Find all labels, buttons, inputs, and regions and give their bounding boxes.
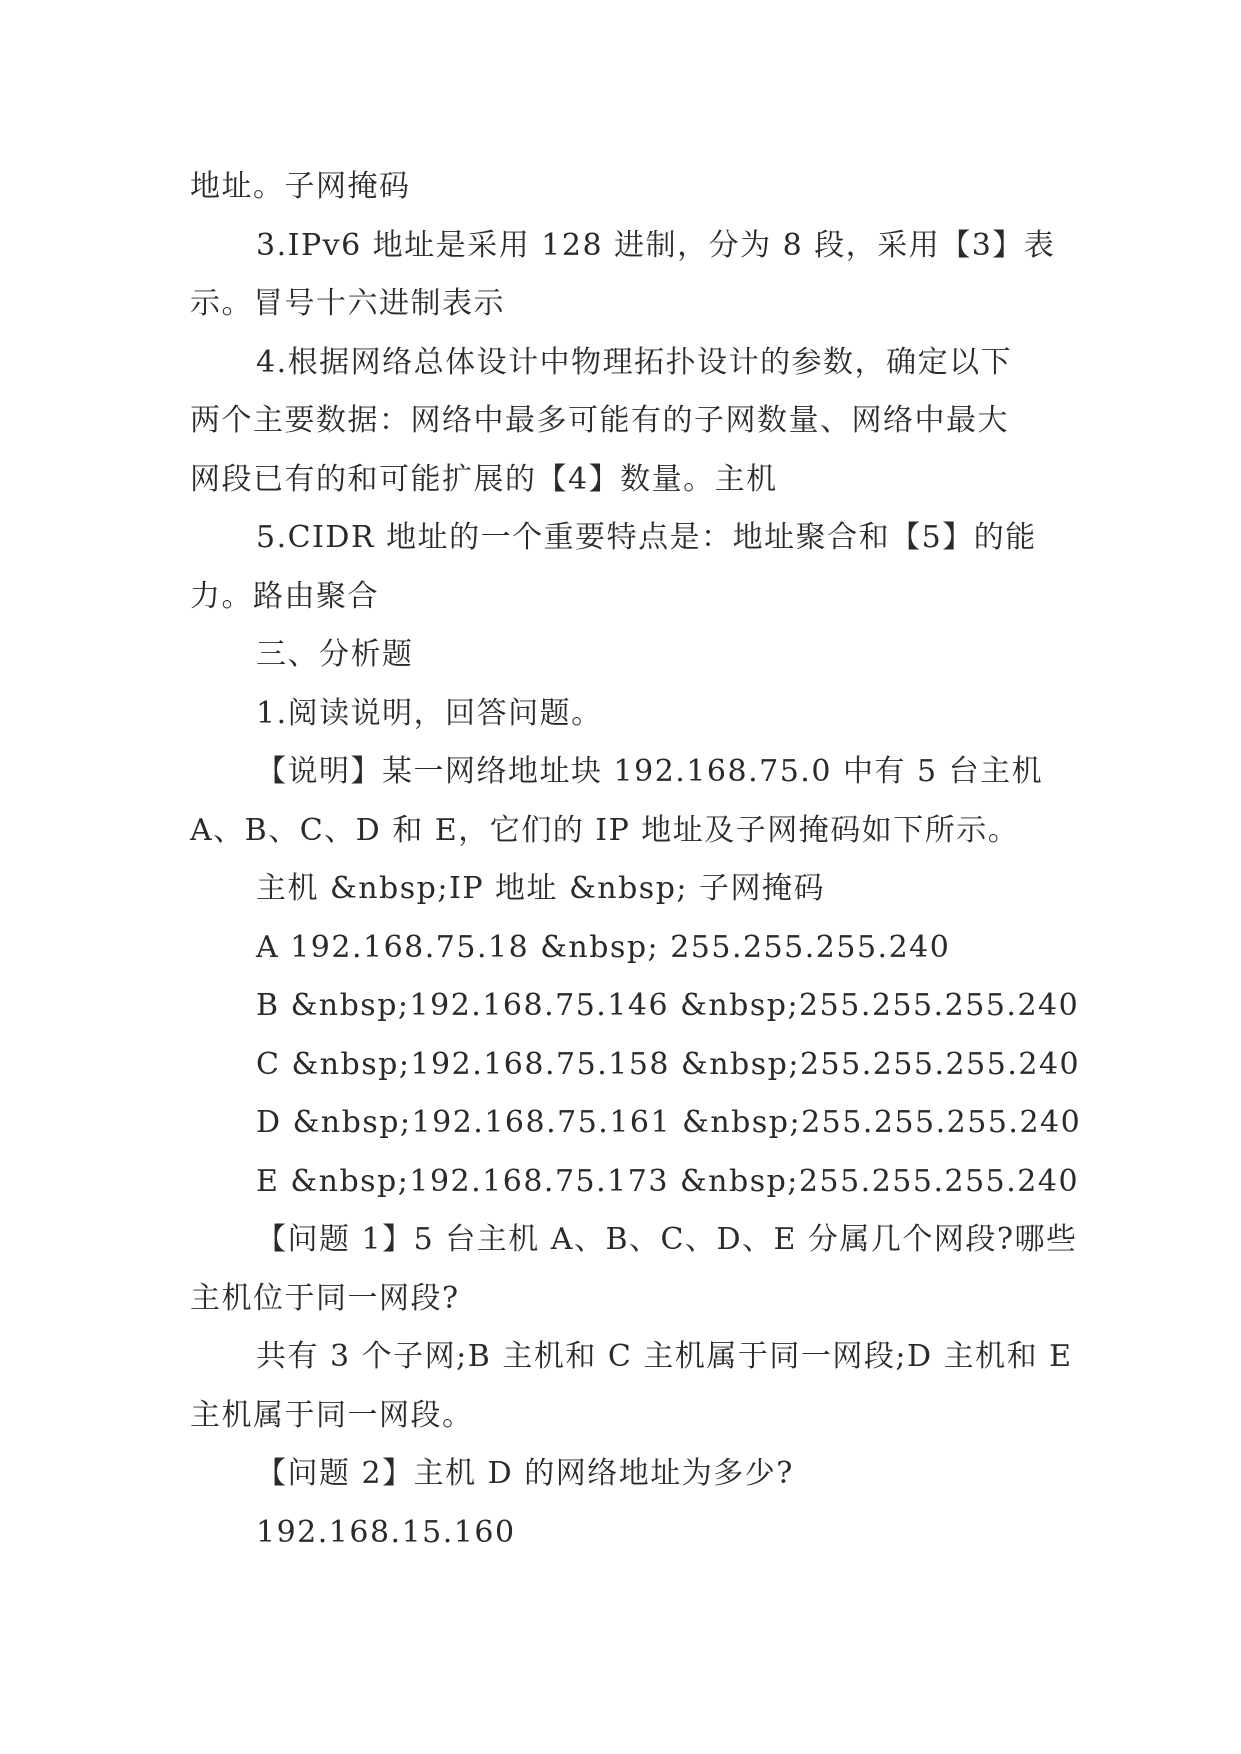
text-line: A、B、C、D 和 E，它们的 IP 地址及子网掩码如下所示。	[190, 812, 1020, 848]
text-line: 4.根据网络总体设计中物理拓扑设计的参数，确定以下	[256, 344, 1013, 380]
question-intro: 1.阅读说明，回答问题。	[256, 695, 603, 731]
host-table-header: 主机 &nbsp;IP 地址 &nbsp; 子网掩码	[256, 871, 826, 906]
text-line: 3.IPv6 地址是采用 128 进制，分为 8 段，采用【3】表	[256, 227, 1056, 263]
host-table-row: B &nbsp;192.168.75.146 &nbsp;255.255.255.240	[256, 988, 1080, 1023]
text-line: 【说明】某一网络地址块 192.168.75.0 中有 5 台主机	[256, 754, 1044, 789]
document-body	[190, 158, 1082, 1562]
answer-2: 192.168.15.160	[256, 1514, 516, 1550]
host-table-row: E &nbsp;192.168.75.173 &nbsp;255.255.255.240	[256, 1163, 1080, 1199]
text-line: 力。路由聚合	[190, 578, 379, 614]
question-1: 【问题 1】5 台主机 A、B、C、D、E 分属几个网段?哪些	[256, 1222, 1078, 1257]
text-line: 示。冒号十六进制表示	[190, 286, 505, 321]
host-table-row: D &nbsp;192.168.75.161 &nbsp;255.255.255.240	[256, 1105, 1082, 1140]
host-table-row: C &nbsp;192.168.75.158 &nbsp;255.255.255.240	[256, 1046, 1081, 1082]
text-line: 网段已有的和可能扩展的【4】数量。主机	[190, 461, 778, 497]
section-heading: 三、分析题	[256, 637, 414, 672]
answer-1: 共有 3 个子网;B 主机和 C 主机属于同一网段;D 主机和 E	[256, 1339, 1073, 1374]
host-table-row: A 192.168.75.18 &nbsp; 255.255.255.240	[256, 929, 951, 965]
text-line: 主机位于同一网段?	[190, 1280, 460, 1316]
question-2: 【问题 2】主机 D 的网络地址为多少?	[256, 1456, 794, 1491]
text-line: 5.CIDR 地址的一个重要特点是：地址聚合和【5】的能	[256, 520, 1037, 555]
text-line: 主机属于同一网段。	[190, 1397, 474, 1433]
text-line: 两个主要数据：网络中最多可能有的子网数量、网络中最大	[190, 403, 1009, 438]
text-line: 地址。子网掩码	[190, 169, 411, 204]
